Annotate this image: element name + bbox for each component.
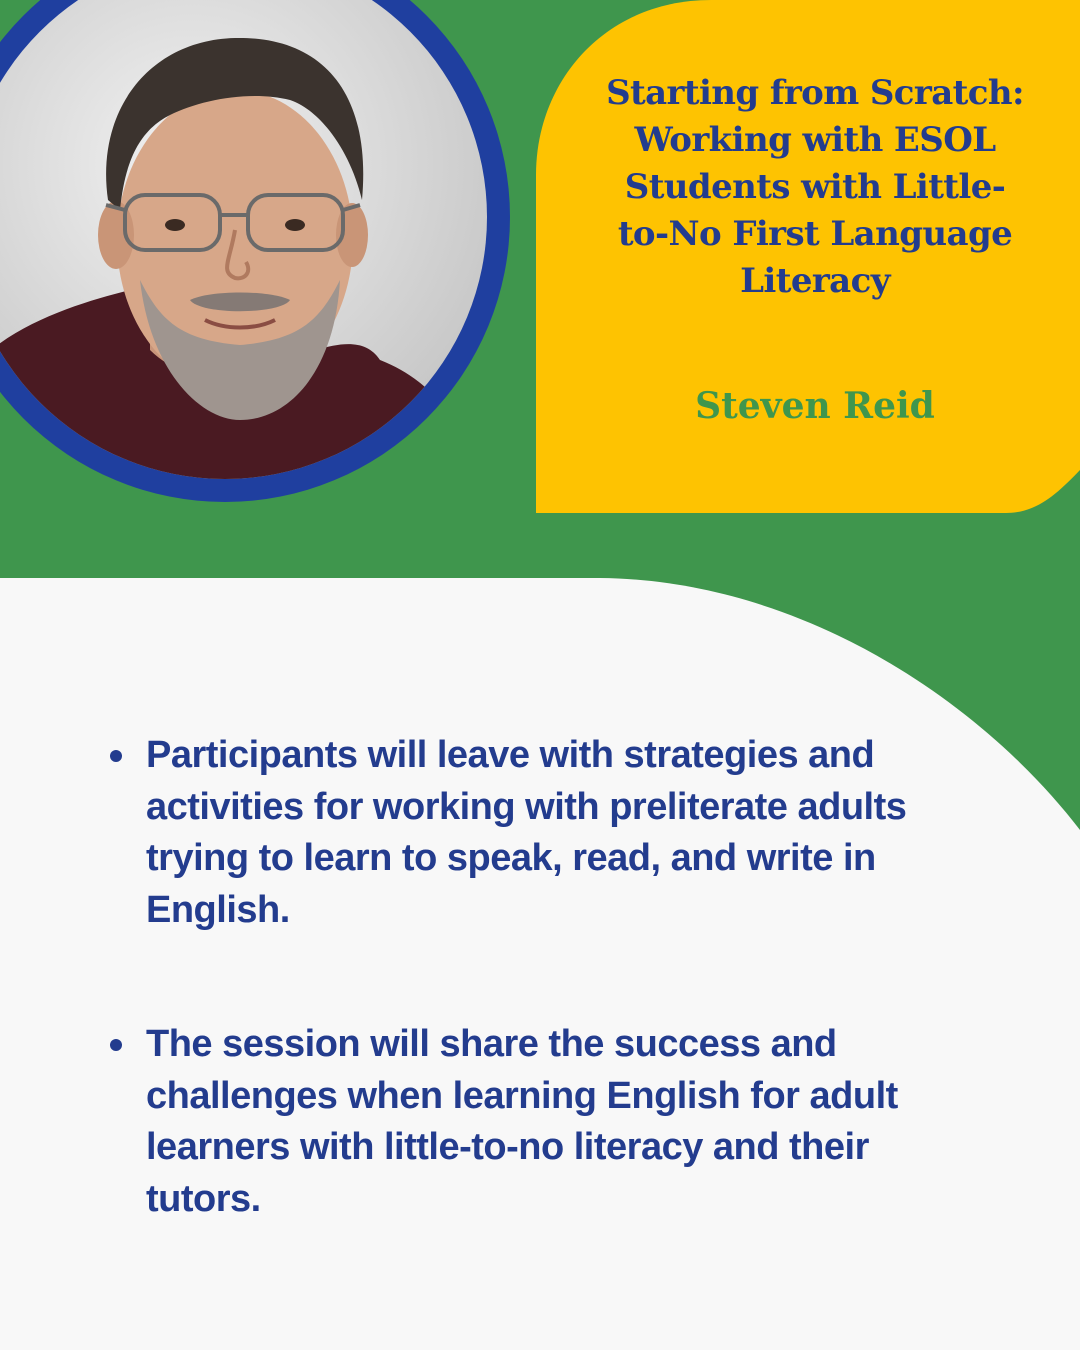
bullet-text: Participants will leave with strategies and activities for working with preliterate adults trying to learn to speak, read, and write in English.: [146, 734, 907, 931]
list-item: [106, 730, 926, 936]
list-item: [106, 1019, 926, 1225]
bullet-list: [106, 730, 926, 1225]
session-title: Starting from Scratch: Working with ESOL Students with Little-to-No First Language Literacy: [606, 73, 1024, 301]
bullet-icon: [110, 750, 122, 762]
speaker-photo: [0, 0, 530, 530]
bullet-icon: [110, 1039, 122, 1051]
bullet-text: The session will share the success and challenges when learning English for adult learners with little-to-no literacy and their tutors.: [146, 1023, 898, 1220]
speaker-name: Steven Reid: [695, 385, 935, 427]
